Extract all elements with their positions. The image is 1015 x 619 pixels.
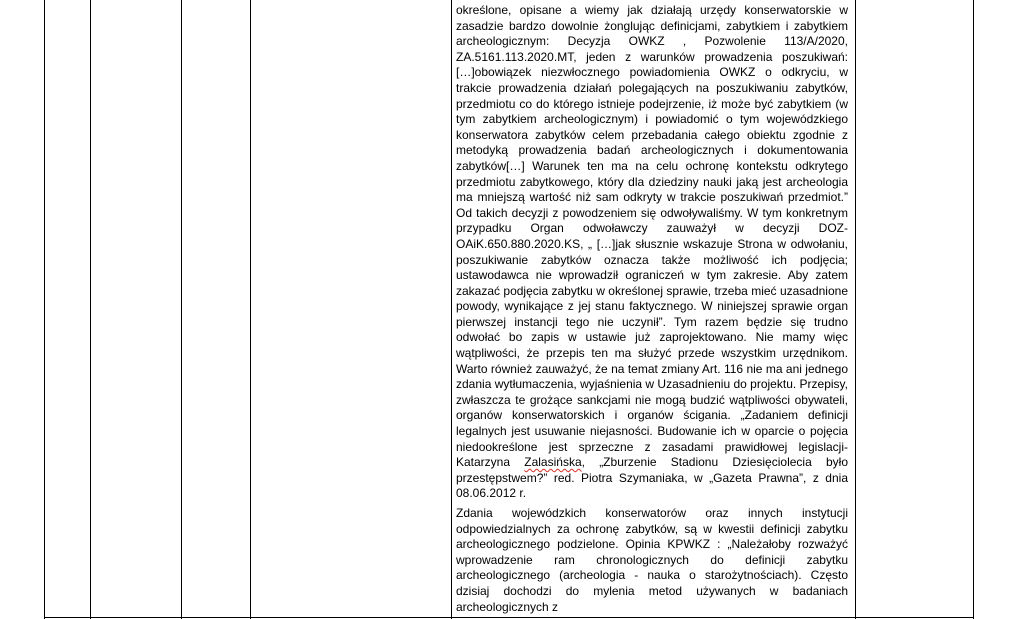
paragraph-1-text: określone, opisane a wiemy jak działają urzędy konserwatorskie w zasadzie bardzo dowolnie żonglując definicjami, zabytkiem i zabytkiem archeologicznym: Decyzja OWKZ , Pozwolenie 113/A/2020, ZA.5161.113.2020.MT, jeden z warunków prowadzenia poszukiwań: […]obowiązek niezwłocznego powiadomienia OWKZ o odkryciu, w trakcie prowadzenia działań polegających na poszukiwaniu zabytków, przedmiotu co do którego istnieje podejrzenie, iż może być zabytkiem (w tym zabytkiem archeologicznym) i powiadomić o tym wojewódzkiego konserwatora zabytków celem przebadania całego obiektu zgodnie z metodyką prowadzenia badań archeologicznych i dokumentowania zabytków[…] Warunek ten ma na celu ochronę kontekstu odkrytego przedmiotu zabytkowego, który dla dziedziny nauki jaką jest archeologia ma mniejszą wartość niż sam odkryty w trakcie poszukiwań przedmiot.” Od takich decyzji z powodzeniem się odwoływaliśmy. W tym konkretnym przypadku Organ odwoławczy zauważył w decyzji DOZ-OAiK.650.880.2020.KS, „ […]jak słusznie wskazuje Strona w odwołaniu, poszukiwanie zabytków oznacza także możliwość ich podjęcia; ustawodawca nie wprowadził ograniczeń w tym zakresie. Aby zatem zakazać podjęcia zabytku w określonej sprawie, trzeba mieć uzasadnione powody, wynikające z jej stanu faktycznego. W niniejszej sprawie organ pierwszej instancji tego nie uczynił”. Tym razem będzie się trudno odwołać bo zapis w ustawie już zaprojektowano. Nie mamy więc wątpliwości, że przepis ten ma służyć przede wszystkim urzędnikom. Warto również zauważyć, że na temat zmiany Art. 116 nie ma ani jednego zdania wytłumaczenia, wyjaśnienia w Uzasadnieniu do projektu. Przepisy, zwłaszcza te grożące sankcjami nie mogą budzić wątpliwości obywateli, organów konserwatorskich i organów ścigania. „Zadaniem definicji legalnych jest usuwanie niejasności. Budowanie ich w oparcie o pojęcia niedookreślone jest sprzeczne z zasadami prawidłowej legislacji- Katarzyna [456,3,848,470]
table-border-left [44,0,45,619]
paragraph-1-citation: , „Zburzenie Stadionu Dziesięciolecia było przestępstwem?” red. Piotra Szymaniaka, w „Gazeta Prawna”, z dnia 08.06.2012 r. [456,455,848,501]
table-column-divider-5 [855,0,856,619]
table-column-divider-4 [451,0,452,619]
table-column-divider-1 [90,0,91,619]
paragraph-1 [456,3,848,502]
spellcheck-flagged-word: Zalasińska [524,455,582,470]
table-border-bottom [44,617,974,618]
table-border-right [973,0,974,619]
paragraph-2: Zdania wojewódzkich konserwatorów oraz innych instytucji odpowiedzialnych za ochronę zabytków, są w kwestii definicji zabytku archeologicznego podzielone. Opinia KPWKZ : „Należałoby rozważyć wprowadzenie ram chronologicznych do definicji zabytku archeologicznego (archeologia - nauka o starożytnościach). Często dzisiaj dochodzi do mylenia metod używanych w badaniach archeologicznych z [456,506,848,614]
table-cell-text [456,3,848,615]
table-column-divider-3 [250,0,251,619]
table-column-divider-2 [181,0,182,619]
